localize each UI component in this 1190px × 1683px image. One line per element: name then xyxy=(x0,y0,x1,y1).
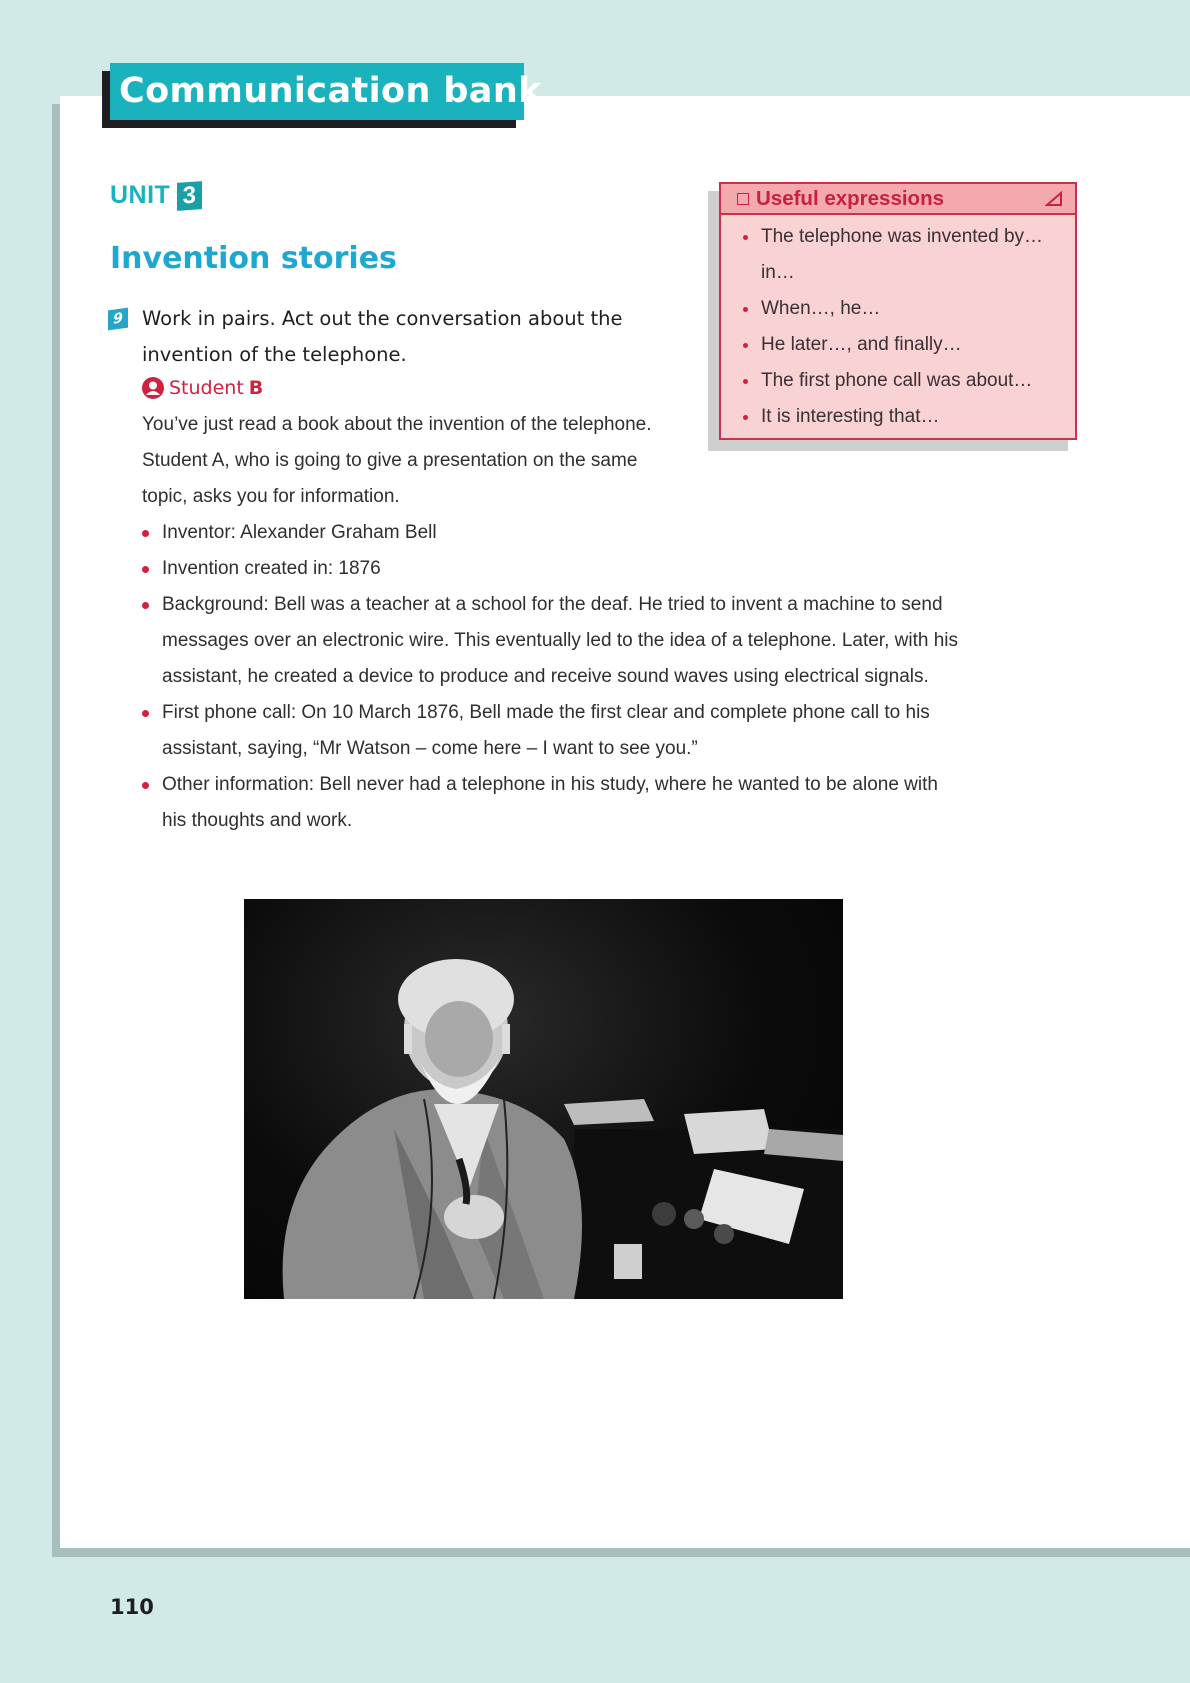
bullet-icon xyxy=(743,343,748,348)
expression-item xyxy=(743,363,1063,399)
list-item-text: Inventor: Alexander Graham Bell xyxy=(162,522,437,543)
expression-text: The telephone was invented by… in… xyxy=(761,226,1044,283)
list-item xyxy=(142,587,962,695)
useful-expressions-list xyxy=(721,215,1075,435)
student-role-letter: B xyxy=(248,377,264,399)
bullet-icon xyxy=(142,566,149,573)
unit-text: UNIT xyxy=(110,181,171,209)
bullet-icon xyxy=(142,530,149,537)
bullet-icon xyxy=(142,710,149,717)
bullet-icon xyxy=(743,235,748,240)
expression-item xyxy=(743,399,1063,435)
list-item xyxy=(142,695,962,767)
exercise-instruction: Work in pairs. Act out the conversation about the invention of the telephone. xyxy=(142,307,623,366)
section-banner: Communication bank xyxy=(110,63,524,120)
student-role-label xyxy=(142,377,263,399)
exercise-intro: You’ve just read a book about the invention of the telephone. Student A, who is going to give a presentation on the same topic, asks you for information. xyxy=(142,414,652,507)
photo-illustration xyxy=(244,899,843,1299)
bullet-icon xyxy=(743,379,748,384)
expression-text: The first phone call was about… xyxy=(761,370,1033,391)
useful-expressions-header xyxy=(721,184,1075,215)
user-icon xyxy=(142,377,164,399)
expression-text: He later…, and finally… xyxy=(761,334,962,355)
page-title: Invention stories xyxy=(110,241,397,276)
bullet-icon xyxy=(743,307,748,312)
list-item xyxy=(142,767,962,839)
triangle-corner-icon xyxy=(1045,191,1063,207)
list-item xyxy=(142,515,962,551)
useful-expressions-box xyxy=(719,182,1077,440)
list-item-text: Invention created in: 1876 xyxy=(162,558,381,579)
list-item-text: Background: Bell was a teacher at a school for the deaf. He tried to invent a machine to send messages over an electronic wire. This eventually led to the idea of a telephone. Later, with his assistant, he created a device to produce and receive sound waves using electrical signals. xyxy=(162,594,958,687)
list-item-text: First phone call: On 10 March 1876, Bell made the first clear and complete phone call to his assistant, saying, “Mr Watson – come here – I want to see you.” xyxy=(162,702,930,759)
bullet-icon xyxy=(743,415,748,420)
checkbox-icon[interactable] xyxy=(737,193,749,205)
page-number: 110 xyxy=(110,1595,154,1619)
student-role-text: Student xyxy=(169,377,244,399)
useful-expressions-title: Useful expressions xyxy=(756,186,944,210)
expression-item xyxy=(743,291,1063,327)
expression-item xyxy=(743,327,1063,363)
bullet-icon xyxy=(142,602,149,609)
unit-number-badge: 3 xyxy=(177,181,202,211)
bell-photo xyxy=(244,899,843,1299)
bullet-icon xyxy=(142,782,149,789)
info-list xyxy=(142,515,962,839)
expression-item xyxy=(743,219,1063,291)
expression-text: It is interesting that… xyxy=(761,406,940,427)
list-item xyxy=(142,551,962,587)
expression-text: When…, he… xyxy=(761,298,881,319)
list-item-text: Other information: Bell never had a telephone in his study, where he wanted to be alone with his thoughts and work. xyxy=(162,774,938,831)
exercise-number-badge: 9 xyxy=(108,308,128,331)
unit-label xyxy=(110,181,202,210)
